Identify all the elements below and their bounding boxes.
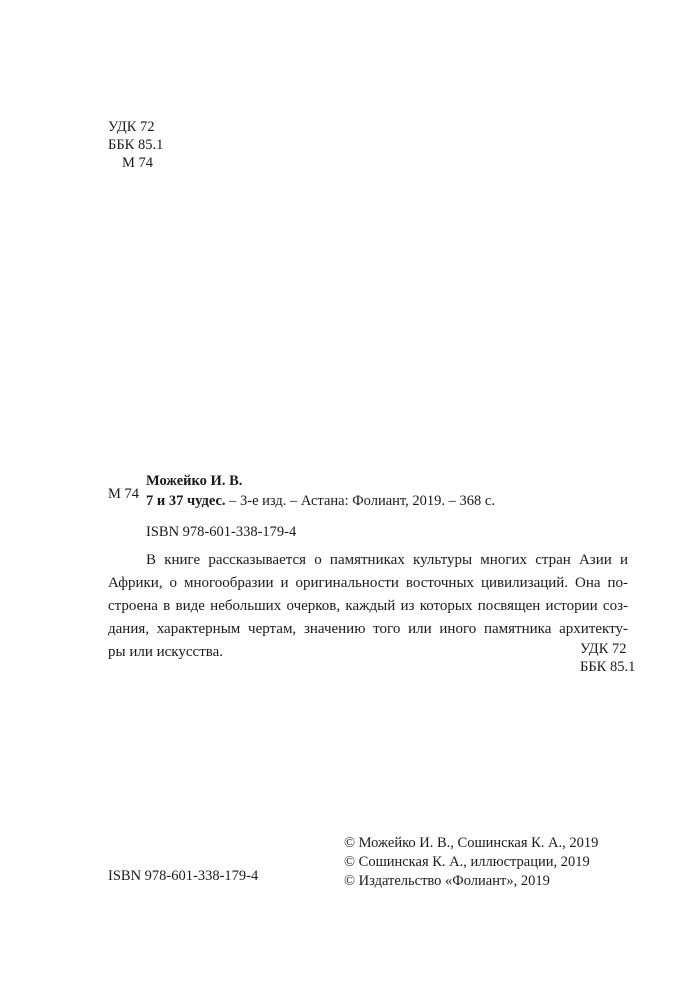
annotation-line: строена в виде небольших очерков, каждый из которых посвящен истории соз-	[108, 598, 628, 614]
title-line	[146, 491, 495, 511]
author-name: Можейко И. В.	[146, 473, 243, 489]
bbk-code: ББК 85.1	[580, 659, 636, 675]
annotation-line: Африки, о многообразии и оригинальности восточных цивилизаций. Она по-	[108, 575, 628, 591]
copyright-line: © Сошинская К. А., иллюстрации, 2019	[344, 854, 590, 870]
bbk-code: ББК 85.1	[108, 137, 164, 153]
udk-code: УДК 72	[108, 119, 155, 135]
book-title: 7 и 37 чудес.	[146, 493, 226, 509]
copyright-block	[344, 834, 598, 891]
card-isbn: ISBN 978-601-338-179-4	[146, 524, 297, 540]
bibliographic-entry	[146, 471, 495, 511]
card-author-sign: М 74	[108, 486, 140, 502]
annotation	[108, 549, 628, 664]
author-sign: М 74	[122, 155, 154, 171]
classification-block-card	[580, 640, 635, 676]
copyright-line: © Можейко И. В., Сошинская К. А., 2019	[344, 835, 599, 851]
classification-block-top	[108, 118, 163, 172]
annotation-line: ры или искусства.	[108, 644, 224, 660]
annotation-line: дания, характерным чертам, значению того или иного памятника архитекту-	[108, 621, 628, 637]
udk-code: УДК 72	[580, 641, 627, 657]
copyright-line: © Издательство «Фолиант», 2019	[344, 873, 550, 889]
imprint: – 3-е изд. – Астана: Фолиант, 2019. – 368 с.	[225, 493, 495, 509]
annotation-line: В книге рассказывается о памятниках культуры многих стран Азии и	[146, 552, 628, 568]
footer-isbn: ISBN 978-601-338-179-4	[108, 868, 259, 884]
